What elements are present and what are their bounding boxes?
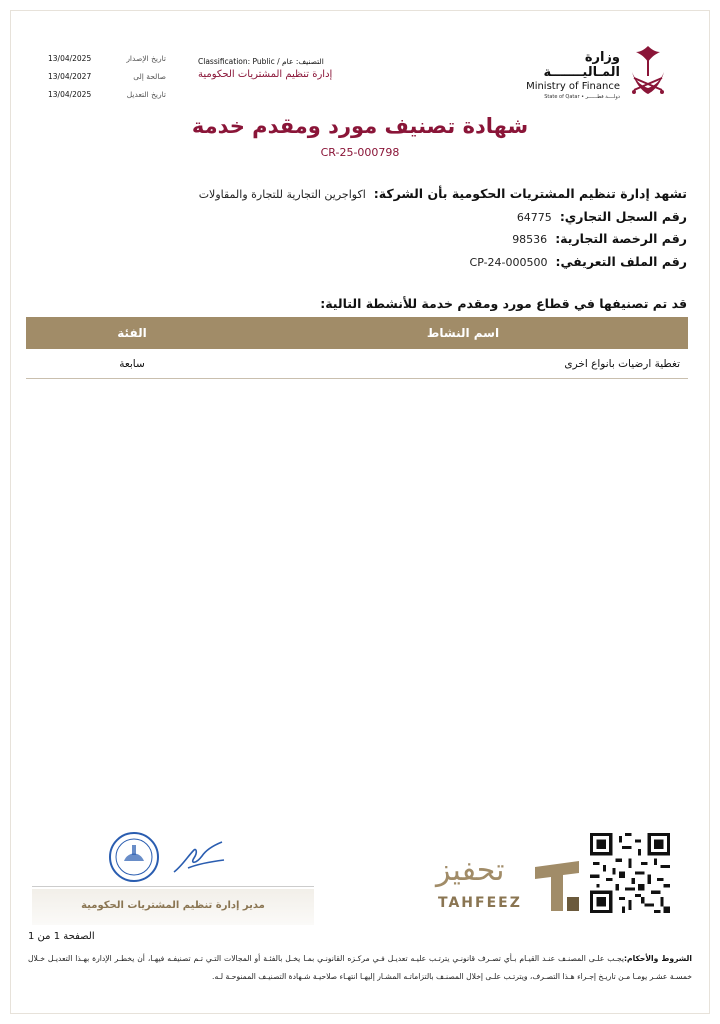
- dates-block: [48, 50, 166, 104]
- valid-until-row: [48, 68, 166, 86]
- company-value: اكواجرين التجارية للتجارة والمقاولات: [198, 188, 366, 201]
- issue-date-row: [48, 50, 166, 68]
- department-name: إدارة تنظيم المشتريات الحكومية: [198, 69, 333, 80]
- director-title: مدير إدارة تنظيم المشتريات الحكومية: [32, 889, 314, 925]
- activity-column-header: اسم النشاط: [426, 326, 500, 340]
- certificate-title: شهادة تصنيف مورد ومقدم خدمة: [191, 114, 529, 138]
- cr-label: رقم السجل التجاري:: [559, 208, 687, 224]
- ministry-logo: [520, 42, 670, 102]
- company-label: تشهد إدارة تنظيم المشتريات الحكومية بأن الشركة:: [373, 186, 687, 201]
- terms-label: الشروط والأحكام:: [624, 954, 692, 963]
- tahfeez-logo-en: TAHFEEZ: [438, 895, 522, 911]
- ministry-name-en: Ministry of Finance: [526, 81, 620, 92]
- license-label: رقم الرخصة التجارية:: [555, 231, 687, 246]
- tahfeez-mark-icon: [533, 857, 581, 913]
- tahfeez-logo-ar: تحفيز: [436, 853, 505, 888]
- qr-code-icon: [590, 833, 670, 913]
- license-row: [167, 231, 687, 254]
- page-number: الصفحة 1 من 1: [28, 931, 95, 942]
- cr-row: [167, 209, 687, 232]
- company-row: [167, 186, 687, 209]
- issue-date-label: تاريخ الإصدار: [126, 54, 166, 63]
- company-info: [167, 186, 687, 276]
- modified-date-row: [48, 86, 166, 104]
- category-column-header: الفئة: [117, 326, 147, 340]
- license-value: 98536: [512, 233, 548, 246]
- table-header: [26, 317, 688, 349]
- qatar-emblem-icon: [626, 42, 670, 100]
- tahfeez-logo: [436, 853, 581, 915]
- ministry-name-ar: وزارة المـاليـــــــة: [543, 50, 620, 80]
- profile-label: رقم الملف التعريفي:: [555, 253, 687, 269]
- table-row: [26, 349, 688, 379]
- activities-heading: قد تم تصنيفها في قطاع مورد ومقدم خدمة للأنشطة التالية:: [320, 296, 687, 311]
- state-of-qatar: State of Qatar • دولــــة قطــــــر: [544, 94, 620, 100]
- terms-and-conditions: [28, 950, 692, 986]
- state-of-qatar-seal-icon: [108, 831, 160, 883]
- profile-value: CP-24-000500: [469, 255, 548, 269]
- cr-value: 64775: [516, 210, 552, 224]
- valid-until-date: 13/04/2027: [48, 72, 92, 81]
- modified-date: 13/04/2025: [48, 90, 92, 99]
- director-signature-icon: [168, 838, 228, 880]
- activity-name: تغطية ارضيات بانواع اخرى: [564, 358, 680, 370]
- modified-date-label: تاريخ التعديل: [126, 90, 166, 99]
- signature-line: [32, 886, 314, 887]
- valid-until-label: صالحة إلى: [133, 72, 166, 81]
- classification-block: [198, 57, 358, 80]
- activity-category: سابعة: [119, 358, 145, 370]
- classification-label: Classification: Public / التصنيف: عام: [198, 57, 324, 66]
- activities-table: [26, 317, 688, 379]
- profile-row: [167, 254, 687, 277]
- certificate-number: CR-25-000798: [320, 146, 400, 159]
- issue-date: 13/04/2025: [48, 54, 92, 63]
- terms-text: يجـب علـى المصنـف عنـد القيـام بـأي تصـرف قانونـي يترتـب عليـه تعديـل فـي مركـزه القانونـي بمـا يخـل بالفئـة أو المجالات التـي تـم تصنيفـه فيهـا، أن يخطـر الإدارة بهـذا التعديـل خـلال خمسـة عشـر يومـا مـن تاريـخ إجـراء هـذا التصـرف، ويترتـب علـى إخلال المصنـف بالتزاماتـه المشـار إليهـا انتهـاء صلاحيـة شـهادة التصنيـف الممنوحـة لـه.: [28, 954, 692, 981]
